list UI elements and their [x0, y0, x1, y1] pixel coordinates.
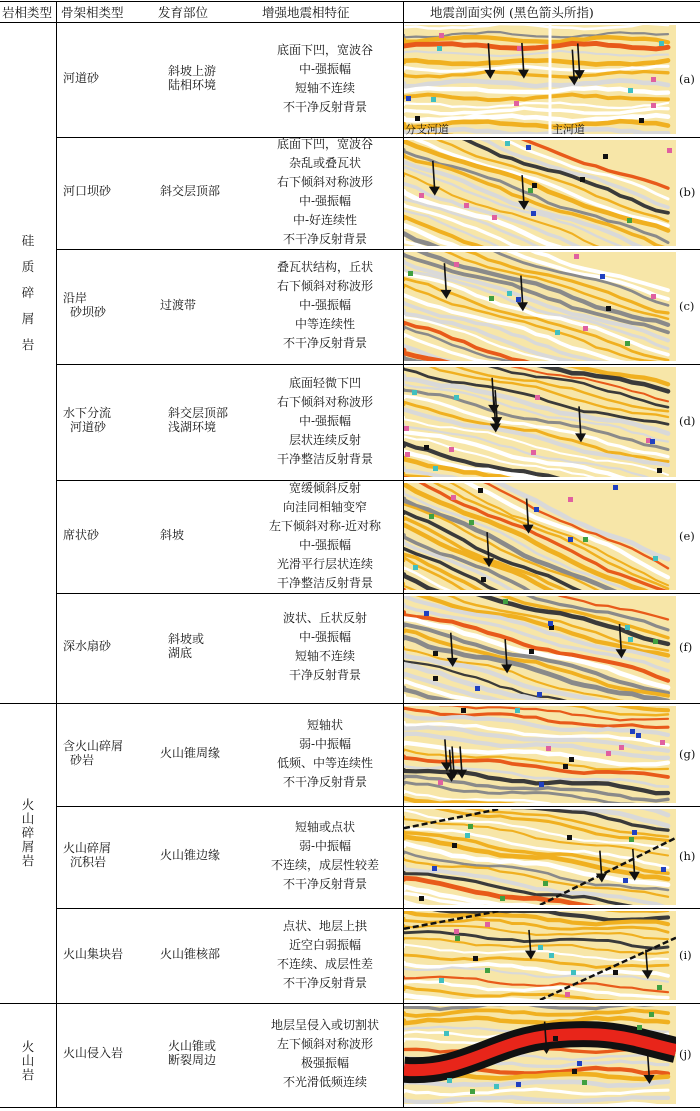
framework-type: 火山集块岩 [63, 946, 124, 961]
column-rule [56, 1, 57, 1107]
location: 火山锥核部 [160, 946, 221, 961]
seismic-section-image [404, 483, 676, 590]
feature-item: 中-好连续性 [292, 213, 358, 227]
feature-item: 极强振幅 [300, 1056, 349, 1070]
feature-item: 中-强振幅 [298, 194, 352, 208]
feature-list [252, 135, 398, 249]
header-location: 发育部位 [158, 5, 209, 20]
seismic-section-image [404, 25, 676, 134]
feature-item: 中-强振幅 [298, 537, 352, 552]
feature-item: 不干净反射背景 [282, 99, 367, 114]
panel-label: (c) [679, 298, 695, 313]
group-label-char: 碎 [21, 285, 35, 300]
rule [56, 908, 700, 909]
group-label-char: 岩 [21, 337, 35, 352]
location: 火山锥周缘 [160, 745, 221, 760]
feature-list [252, 1016, 398, 1092]
caption-main-channel: 主河道 [552, 123, 585, 136]
seismic-section-image [404, 706, 676, 803]
feature-item: 弱-中振幅 [298, 736, 352, 751]
framework-type: 河道砂 [63, 70, 100, 85]
feature-item: 底面下凹，宽波谷 [276, 137, 373, 151]
seismic-section-image [404, 1006, 676, 1104]
feature-item: 短轴不连续 [294, 80, 355, 95]
feature-item: 不连续、成层性差 [276, 956, 373, 971]
feature-item: 波状、丘状反射 [282, 611, 367, 625]
location: 火山锥或 [168, 1039, 217, 1053]
feature-item: 右下倾斜对称波形 [276, 394, 373, 409]
rule [0, 1107, 700, 1108]
group-label-char: 火 [21, 797, 35, 812]
feature-item: 左下倾斜对称-近对称 [268, 518, 382, 533]
panel-label: (b) [679, 185, 696, 199]
header-example: 地震剖面实例 (黑色箭头所指) [430, 5, 594, 20]
group-volcanic [18, 1040, 38, 1082]
location: 过渡带 [160, 297, 197, 312]
framework-type: 火山侵入岩 [63, 1046, 124, 1060]
framework-type: 火山碎屑 [63, 841, 112, 855]
panel-label: (d) [679, 414, 696, 428]
rule [0, 22, 700, 23]
rule [0, 1, 700, 2]
framework-type: 水下分流 [63, 406, 112, 420]
feature-item: 中-强振幅 [298, 298, 352, 312]
feature-item: 不干净反射背景 [282, 975, 367, 990]
group-label-char: 屑 [21, 839, 35, 854]
group-volcaniclastic [18, 798, 38, 868]
seismic-section-image [404, 911, 676, 1000]
feature-item: 干净整洁反射背景 [276, 575, 373, 590]
feature-item: 叠瓦状结构，丘状 [276, 260, 373, 274]
header-framework: 骨架相类型 [61, 5, 124, 20]
feature-list [252, 41, 398, 117]
seismic-section-image [404, 140, 676, 246]
header-lithofacies: 岩相类型 [2, 5, 53, 20]
framework-type: 深水扇砂 [63, 639, 112, 653]
caption-branch-channel: 分支河道 [405, 123, 449, 136]
feature-item: 左下倾斜对称波形 [276, 1037, 373, 1051]
rule [56, 364, 700, 365]
feature-item: 点状、地层上拱 [282, 918, 367, 933]
panel-label: (j) [679, 1047, 692, 1061]
feature-item: 右下倾斜对称波形 [276, 175, 373, 189]
group-label-char: 岩 [21, 853, 35, 868]
feature-item: 不连续，成层性较差 [270, 858, 379, 872]
location: 斜坡上游 [168, 63, 217, 78]
feature-item: 底面下凹，宽波谷 [276, 42, 373, 57]
feature-item: 中等连续性 [294, 317, 355, 331]
feature-item: 近空白弱振幅 [288, 937, 361, 952]
panel-label: (g) [679, 746, 696, 761]
rule [56, 806, 700, 807]
feature-item: 不光滑低频连续 [282, 1075, 367, 1089]
group-label-char: 火 [21, 1039, 35, 1054]
panel-label: (e) [679, 528, 695, 543]
rule [0, 1003, 700, 1004]
group-siliciclastic [18, 228, 38, 358]
framework-type: 砂坝砂 [70, 304, 107, 319]
location: 斜交层顶部 [168, 406, 229, 420]
location: 斜坡 [160, 527, 185, 542]
feature-item: 不干净反射背景 [282, 232, 367, 246]
group-label-char: 碎 [21, 825, 35, 840]
feature-list [252, 716, 398, 792]
feature-item: 不干净反射背景 [282, 877, 367, 891]
feature-item: 短轴或点状 [294, 820, 355, 834]
location: 湖底 [168, 646, 193, 660]
feature-list [252, 374, 398, 469]
group-label-char: 硅 [21, 233, 35, 248]
group-label-char: 屑 [21, 311, 35, 326]
feature-item: 中-强振幅 [298, 61, 352, 76]
feature-item: 光滑平行层状连续 [276, 556, 373, 571]
feature-item: 短轴状 [306, 717, 343, 732]
seismic-section-image [404, 252, 676, 361]
group-label-char: 岩 [21, 1067, 35, 1082]
rule [56, 249, 700, 250]
feature-item: 低频、中等连续性 [276, 755, 373, 770]
location: 斜坡或 [168, 632, 205, 646]
feature-item: 底面轻微下凹 [288, 375, 361, 390]
feature-item: 杂乱或叠瓦状 [288, 156, 361, 170]
feature-item: 地层呈侵入或切割状 [270, 1018, 379, 1032]
feature-list [252, 917, 398, 993]
feature-item: 右下倾斜对称波形 [276, 279, 373, 293]
panel-label: (f) [679, 640, 693, 654]
feature-item: 宽缓倾斜反射 [288, 480, 361, 495]
rule [56, 593, 700, 594]
location: 火山锥边缘 [160, 848, 221, 862]
rule [0, 703, 700, 704]
seismic-section-image [404, 596, 676, 700]
header-features: 增强地震相特征 [262, 5, 350, 20]
framework-type: 含火山碎屑 [63, 738, 124, 753]
feature-item: 短轴不连续 [294, 649, 355, 663]
framework-type: 沉积岩 [70, 855, 107, 869]
group-label-char: 山 [21, 811, 35, 826]
feature-list [252, 818, 398, 894]
framework-type: 河口坝砂 [63, 184, 112, 198]
framework-type: 砂岩 [70, 752, 95, 767]
location: 陆相环境 [168, 77, 217, 92]
location: 浅湖环境 [168, 420, 217, 434]
feature-item: 层状连续反射 [288, 432, 361, 447]
feature-item: 中-强振幅 [298, 630, 352, 644]
feature-item: 向洼同相轴变窄 [282, 499, 367, 514]
framework-type: 席状砂 [63, 527, 100, 542]
feature-item: 弱-中振幅 [298, 839, 352, 853]
feature-list [252, 479, 398, 593]
panel-label: (h) [679, 849, 696, 863]
panel-label: (i) [679, 947, 692, 962]
location: 断裂周边 [168, 1053, 217, 1067]
framework-type: 沿岸 [63, 290, 88, 305]
seismic-section-image [404, 809, 676, 905]
framework-type: 河道砂 [70, 420, 107, 434]
feature-item: 干净整洁反射背景 [276, 451, 373, 466]
panel-label: (a) [679, 71, 695, 86]
group-label-char: 质 [21, 259, 35, 274]
feature-item: 不干净反射背景 [282, 336, 367, 350]
feature-item: 不干净反射背景 [282, 774, 367, 789]
feature-list [252, 258, 398, 353]
seismic-section-image [404, 367, 676, 477]
feature-item: 中-强振幅 [298, 413, 352, 428]
feature-item: 干净反射背景 [288, 668, 361, 682]
location: 斜交层顶部 [160, 184, 221, 198]
feature-list [252, 609, 398, 685]
group-label-char: 山 [21, 1053, 35, 1068]
